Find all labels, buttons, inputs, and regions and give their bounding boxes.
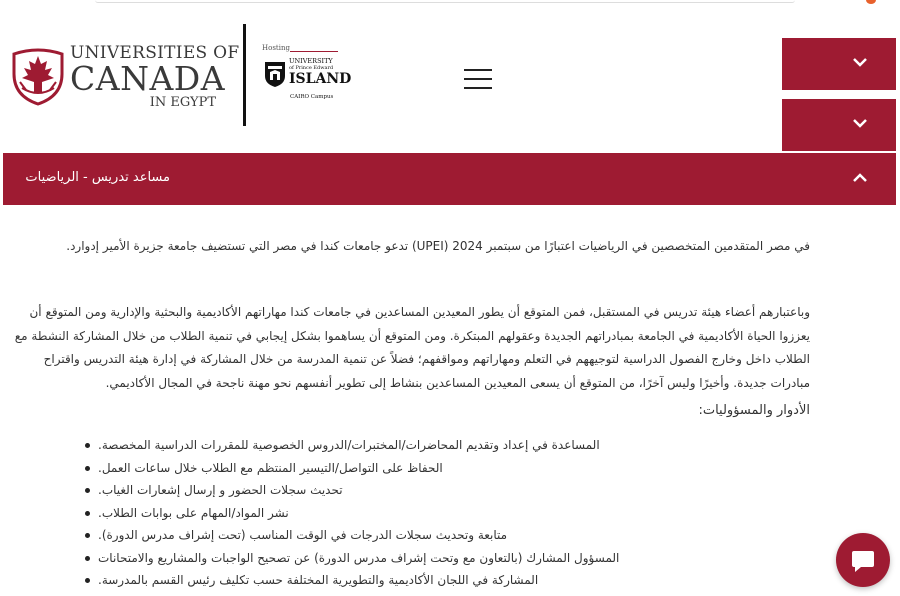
dropdown-button-2[interactable] (782, 99, 896, 151)
hosting-rule (290, 51, 338, 52)
notification-dot (866, 0, 876, 4)
menu-bar (464, 87, 492, 89)
job-accordion-header[interactable] (3, 153, 896, 205)
upei-logo[interactable] (262, 44, 352, 114)
role-text: متابعة وتحديث سجلات الدرجات في الوقت المناسب (تحت إشراف مدرس الدورة). (98, 528, 508, 542)
bullet-icon (85, 443, 90, 448)
role-text: المسؤول المشارك (بالتعاون مع وتحت إشراف مدرس الدورة) عن تصحيح الواجبات والمشاريع والامتحانات (98, 550, 620, 565)
list-item (60, 547, 810, 570)
role-text: المشاركة في اللجان الأكاديمية والتطويرية المختلفة حسب تكليف رئيس القسم بالمدرسة. (98, 573, 539, 587)
logo-line-3: IN EGYPT (149, 95, 216, 110)
list-item (60, 502, 810, 525)
upei-name-small: UNIVERSITY (289, 57, 333, 65)
paragraph-line: مبادرات جديدة. وأخيرًا وليس آخرًا، من المتوقع أن يسعى المعيدين المساعدين بنشاط إلى تطوير أنفسهم نحو مهنة ناجحة في المجال الأكاديمي. (105, 375, 810, 390)
maple-crest-icon (12, 44, 64, 106)
description-paragraph (14, 301, 810, 395)
chevron-up-icon[interactable] (852, 172, 868, 184)
chevron-down-icon (852, 117, 868, 129)
bullet-icon (85, 533, 90, 538)
hamburger-menu-icon[interactable] (464, 69, 494, 91)
site-header (0, 8, 900, 150)
dropdown-button-1[interactable] (782, 38, 896, 90)
bullet-icon (85, 578, 90, 583)
upei-crest-icon (264, 60, 286, 88)
paragraph-line: وباعتبارهم أعضاء هيئة تدريس في المستقبل، فمن المتوقع أن يطور المعيدين المساعدين في جامعات كندا مهاراتهم الأكاديمية والبحثية والإدارية ومن المتوقع أن (29, 305, 810, 319)
hosting-label: Hosting (262, 44, 290, 52)
bullet-icon (85, 511, 90, 516)
top-search-bar-edge (95, 0, 795, 3)
chat-button[interactable] (836, 533, 890, 587)
logo-wordmark (70, 44, 240, 110)
roles-list (60, 434, 810, 592)
upei-name-big: ISLAND (289, 70, 352, 87)
intro-paragraph: في مصر المتقدمين المتخصصين في الرياضيات اعتبارًا من سبتمبر 2024 (UPEI) تدعو جامعات كندا في مصر التي تستضيف جامعة جزيرة الأمير إدوارد. (66, 239, 810, 253)
list-item (60, 524, 810, 547)
chat-bubble-icon (850, 548, 876, 574)
logo-divider (243, 24, 246, 126)
upei-name-sub: of Prince Edward (289, 64, 334, 71)
top-strip (0, 0, 900, 8)
bullet-icon (85, 488, 90, 493)
logo-line-2: CANADA (70, 59, 226, 98)
list-item (60, 479, 810, 502)
menu-bar (464, 69, 492, 71)
paragraph-line: يعززوا الحياة الأكاديمية في الجامعة بمبادراتهم الجديدة وعقولهم المبتكرة. ومن المتوقع أن يساهموا بشكل إيجابي في تنمية الطلاب من خلال المشاركة النشطة مع (14, 328, 810, 343)
upei-wordmark (289, 58, 351, 86)
list-item (60, 434, 810, 457)
roles-heading: الأدوار والمسؤوليات: (698, 403, 810, 418)
accordion-title: مساعد تدريس - الرياضيات (25, 170, 170, 185)
logo-line-1: UNIVERSITIES OF (70, 43, 240, 63)
role-text: المساعدة في إعداد وتقديم المحاضرات/المختبرات/الدروس الخصوصية للمقررات الدراسية المخصصة. (98, 438, 600, 452)
paragraph-line: الطلاب داخل وخارج الفصول الدراسية لتوجيههم في التعلم ومهاراتهم ومواقفهم؛ فضلاً عن تنمية المدرسة من خلال المشاركة في إدارة هيئة التدريس واقتراح (43, 352, 810, 366)
role-text: نشر المواد/المهام على بوابات الطلاب. (98, 505, 289, 520)
upei-campus-label: CAIRO Campus (290, 94, 334, 100)
list-item (60, 569, 810, 592)
role-text: الحفاظ على التواصل/التيسير المنتظم مع الطلاب خلال ساعات العمل. (98, 460, 443, 475)
menu-bar (464, 78, 492, 80)
chevron-down-icon (852, 56, 868, 68)
role-text: تحديث سجلات الحضور و إرسال إشعارات الغياب. (98, 483, 343, 497)
bullet-icon (85, 466, 90, 471)
universities-of-canada-logo[interactable] (12, 43, 240, 116)
list-item (60, 457, 810, 480)
bullet-icon (85, 556, 90, 561)
